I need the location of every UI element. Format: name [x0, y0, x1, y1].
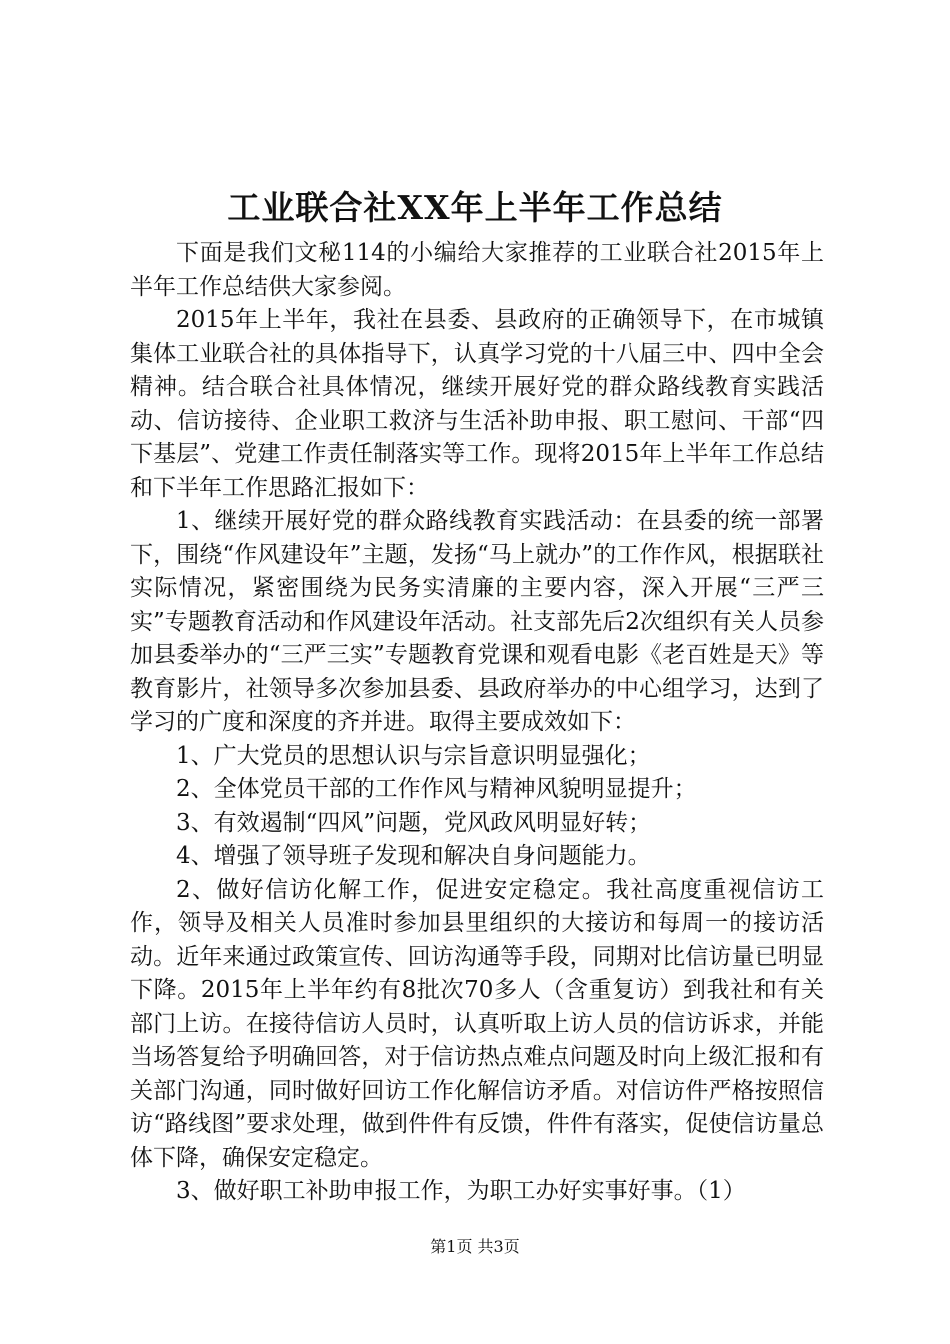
page-footer: 第1页 共3页: [430, 1237, 520, 1256]
paragraph-result-3: 3、有效遏制“四风”问题，党风政风明显好转；: [176, 809, 652, 836]
document-body: [130, 237, 824, 1209]
paragraph-section-1: 1、继续开展好党的群众路线教育实践活动：在县委的统一部署下，围绕“作风建设年”主题，发扬“马上就办”的工作作风，根据联社实际情况，紧密围绕为民务实清廉的主要内容，深入开展“三严三实”专题教育活动和作风建设年活动。社支部先后2次组织有关人员参加县委举办的“三严三实”专题教育党课和观看电影《老百姓是天》等教育影片，社领导多次参加县委、县政府举办的中心组学习，达到了学习的广度和深度的齐并进。取得主要成效如下：: [130, 508, 824, 735]
paragraph-intro: 下面是我们文秘114的小编给大家推荐的工业联合社2015年上半年工作总结供大家参阅。: [130, 240, 824, 300]
paragraph-section-2: 2、做好信访化解工作，促进安定稳定。我社高度重视信访工作，领导及相关人员准时参加县里组织的大接访和每周一的接访活动。近年来通过政策宣传、回访沟通等手段，同期对比信访量已明显下降。2015年上半年约有8批次70多人（含重复访）到我社和有关部门上访。在接待信访人员时，认真听取上访人员的信访诉求，并能当场答复给予明确回答，对于信访热点难点问题及时向上级汇报和有关部门沟通，同时做好回访工作化解信访矛盾。对信访件严格按照信访“路线图”要求处理，做到件件有反馈，件件有落实，促使信访量总体下降，确保安定稳定。: [130, 876, 824, 1171]
paragraph-overview: 2015年上半年，我社在县委、县政府的正确领导下，在市城镇集体工业联合社的具体指导下，认真学习党的十八届三中、四中全会精神。结合联合社具体情况，继续开展好党的群众路线教育实践活动、信访接待、企业职工救济与生活补助申报、职工慰问、干部“四下基层”、党建工作责任制落实等工作。现将2015年上半年工作总结和下半年工作思路汇报如下：: [130, 307, 824, 501]
paragraph-section-3: 3、做好职工补助申报工作，为职工办好实事好事。（1）: [176, 1178, 746, 1204]
paragraph-result-4: 4、增强了领导班子发现和解决自身问题能力。: [176, 843, 651, 869]
document-title: 工业联合社XX年上半年工作总结: [227, 188, 723, 227]
paragraph-result-1: 1、广大党员的思想认识与宗旨意识明显强化；: [176, 742, 651, 769]
paragraph-result-2: 2、全体党员干部的工作作风与精神风貌明显提升；: [176, 776, 697, 802]
